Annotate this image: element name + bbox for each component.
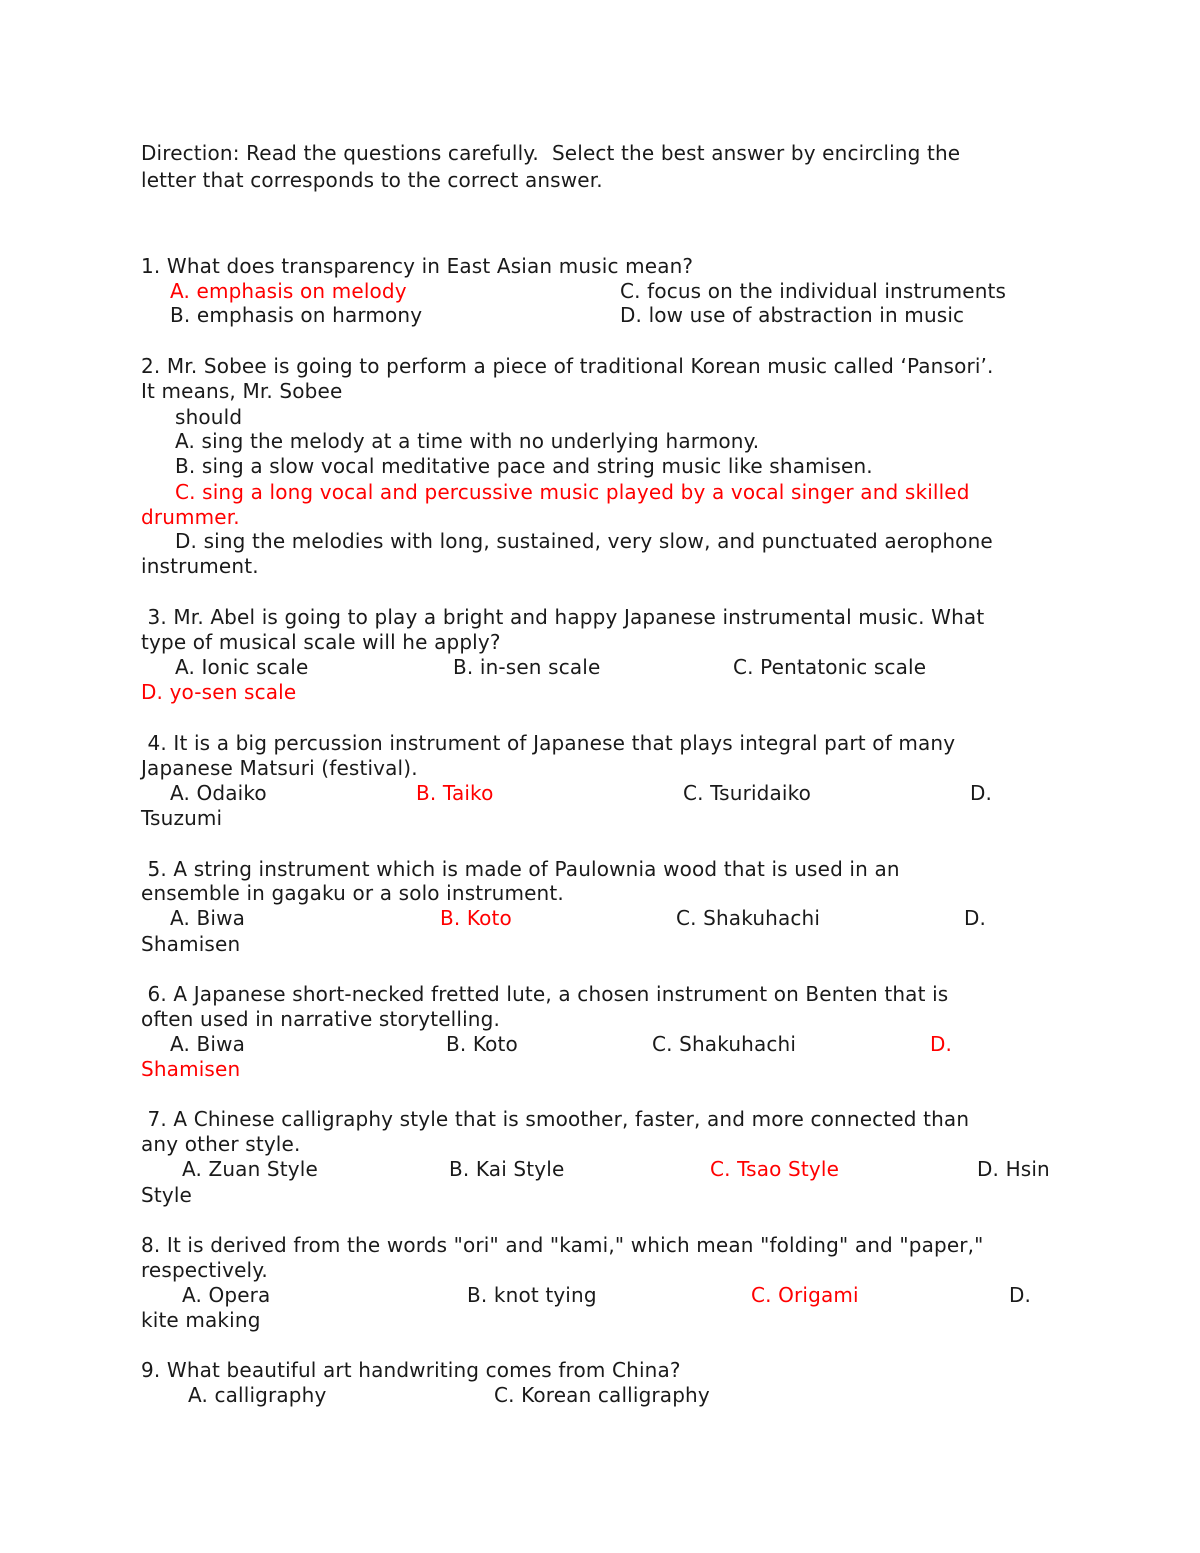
q4-question-line-2: Japanese Matsuri (festival). bbox=[141, 756, 418, 780]
q8-question-line-1: 8. It is derived from the words "ori" and "kami," which mean "folding" and "paper," bbox=[141, 1233, 984, 1257]
q5-question-line-2: ensemble in gagaku or a solo instrument. bbox=[141, 881, 564, 905]
q7-option-d[interactable]: D. Hsin bbox=[977, 1157, 1050, 1181]
q4-option-d-continued[interactable]: Tsuzumi bbox=[141, 806, 223, 830]
q7-option-d-continued[interactable]: Style bbox=[141, 1183, 192, 1207]
q8-option-d[interactable]: D. bbox=[1009, 1283, 1032, 1307]
q7-question-line-1: 7. A Chinese calligraphy style that is smoother, faster, and more connected than bbox=[141, 1107, 970, 1131]
q5-option-d-continued[interactable]: Shamisen bbox=[141, 932, 241, 956]
q4-option-d[interactable]: D. bbox=[970, 781, 993, 805]
q9-option-c[interactable]: C. Korean calligraphy bbox=[494, 1383, 710, 1407]
direction-line-2: letter that corresponds to the correct answer. bbox=[141, 168, 603, 192]
q2-option-a[interactable]: A. sing the melody at a time with no underlying harmony. bbox=[175, 429, 760, 453]
q1-option-d[interactable]: D. low use of abstraction in music bbox=[620, 303, 965, 327]
q7-option-a[interactable]: A. Zuan Style bbox=[182, 1157, 318, 1181]
q6-question-line-2: often used in narrative storytelling. bbox=[141, 1007, 500, 1031]
q2-option-d[interactable]: D. sing the melodies with long, sustained, very slow, and punctuated aerophone bbox=[175, 529, 993, 553]
q2-question-line-3: should bbox=[175, 405, 243, 429]
q8-question-line-2: respectively. bbox=[141, 1258, 268, 1282]
q2-option-c-continued[interactable]: drummer. bbox=[141, 505, 240, 529]
direction-line-1: Direction: Read the questions carefully. Select the best answer by encircling the bbox=[141, 141, 961, 165]
q4-option-c[interactable]: C. Tsuridaiko bbox=[683, 781, 812, 805]
q7-option-c-correct[interactable]: C. Tsao Style bbox=[710, 1157, 840, 1181]
q7-question-line-2: any other style. bbox=[141, 1132, 301, 1156]
q4-option-b-correct[interactable]: B. Taiko bbox=[416, 781, 494, 805]
q1-question: 1. What does transparency in East Asian music mean? bbox=[141, 254, 694, 278]
q6-option-d-correct[interactable]: D. bbox=[930, 1032, 953, 1056]
q8-option-c-correct[interactable]: C. Origami bbox=[751, 1283, 859, 1307]
q6-option-c[interactable]: C. Shakuhachi bbox=[652, 1032, 797, 1056]
q2-option-b[interactable]: B. sing a slow vocal meditative pace and string music like shamisen. bbox=[175, 454, 873, 478]
q5-option-d[interactable]: D. bbox=[964, 906, 987, 930]
q8-option-a[interactable]: A. Opera bbox=[182, 1283, 271, 1307]
q5-question-line-1: 5. A string instrument which is made of Paulownia wood that is used in an bbox=[141, 857, 900, 881]
q3-option-d-correct[interactable]: D. yo-sen scale bbox=[141, 680, 297, 704]
q9-question: 9. What beautiful art handwriting comes from China? bbox=[141, 1358, 681, 1382]
q2-option-c-correct[interactable]: C. sing a long vocal and percussive music played by a vocal singer and skilled bbox=[175, 480, 970, 504]
q3-option-c[interactable]: C. Pentatonic scale bbox=[733, 655, 927, 679]
q6-option-b[interactable]: B. Koto bbox=[446, 1032, 518, 1056]
q1-option-b[interactable]: B. emphasis on harmony bbox=[170, 303, 423, 327]
q9-option-a[interactable]: A. calligraphy bbox=[188, 1383, 327, 1407]
q6-option-d-continued[interactable]: Shamisen bbox=[141, 1057, 241, 1081]
q6-option-a[interactable]: A. Biwa bbox=[170, 1032, 245, 1056]
q3-option-a[interactable]: A. Ionic scale bbox=[175, 655, 309, 679]
q7-option-b[interactable]: B. Kai Style bbox=[449, 1157, 565, 1181]
q8-option-b[interactable]: B. knot tying bbox=[467, 1283, 597, 1307]
q4-question-line-1: 4. It is a big percussion instrument of Japanese that plays integral part of many bbox=[141, 731, 956, 755]
q5-option-b-correct[interactable]: B. Koto bbox=[440, 906, 512, 930]
q4-option-a[interactable]: A. Odaiko bbox=[170, 781, 267, 805]
q2-question-line-1: 2. Mr. Sobee is going to perform a piece of traditional Korean music called ‘Pansori’. bbox=[141, 354, 994, 378]
q3-question-line-1: 3. Mr. Abel is going to play a bright and happy Japanese instrumental music. What bbox=[141, 605, 985, 629]
q2-question-line-2: It means, Mr. Sobee bbox=[141, 379, 343, 403]
q8-option-d-continued[interactable]: kite making bbox=[141, 1308, 261, 1332]
q2-option-d-continued[interactable]: instrument. bbox=[141, 554, 259, 578]
q3-option-b[interactable]: B. in-sen scale bbox=[453, 655, 601, 679]
q1-option-a-correct[interactable]: A. emphasis on melody bbox=[170, 279, 407, 303]
q1-option-c[interactable]: C. focus on the individual instruments bbox=[620, 279, 1007, 303]
q5-option-a[interactable]: A. Biwa bbox=[170, 906, 245, 930]
q3-question-line-2: type of musical scale will he apply? bbox=[141, 630, 501, 654]
q5-option-c[interactable]: C. Shakuhachi bbox=[676, 906, 821, 930]
q6-question-line-1: 6. A Japanese short-necked fretted lute, a chosen instrument on Benten that is bbox=[141, 982, 949, 1006]
